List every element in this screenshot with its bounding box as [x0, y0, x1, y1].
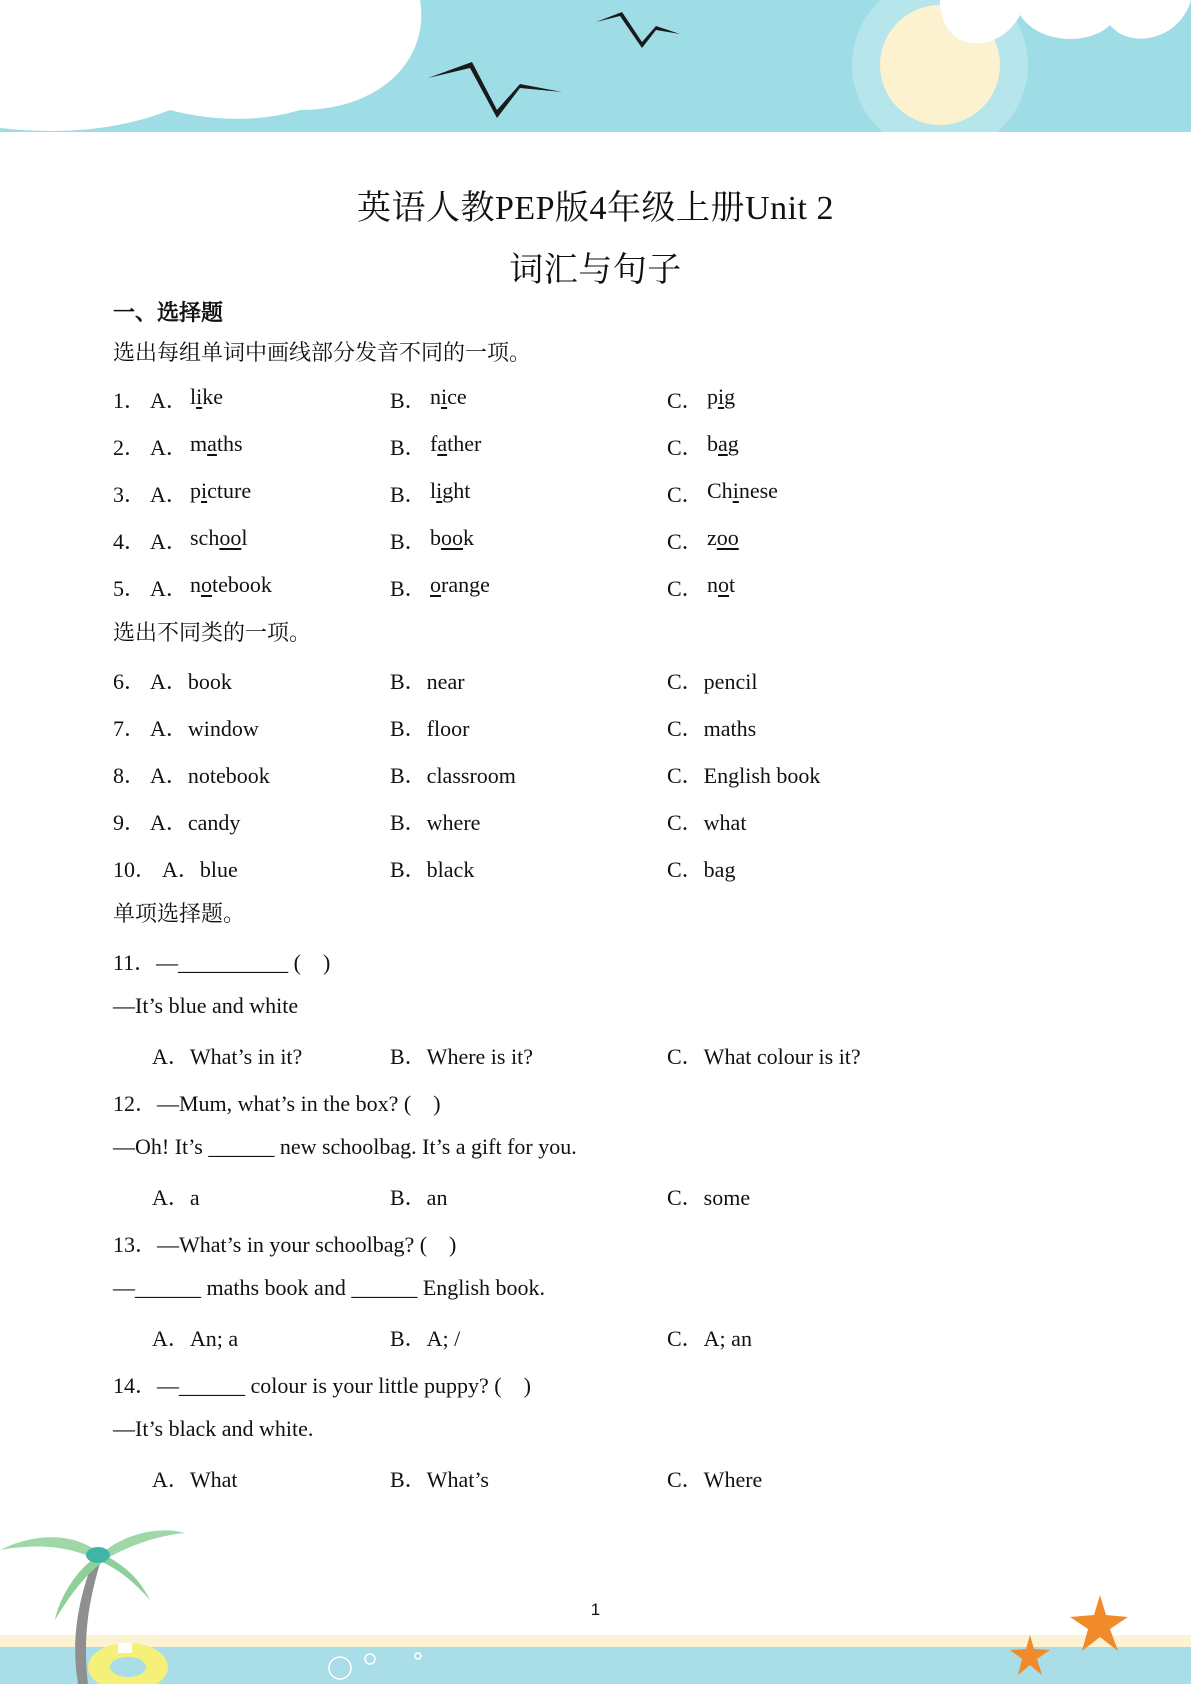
option-word: school: [190, 525, 248, 550]
question-12: 12．—Mum, what’s in the box? ( ): [113, 1091, 441, 1116]
question-row: 4． A． school B． book C． zoo: [113, 525, 739, 554]
option-word: notebook: [190, 572, 272, 597]
option-b: B．A; /: [390, 1326, 461, 1351]
option-a: A．What’s in it?: [152, 1044, 303, 1069]
page-title: 英语人教PEP版4年级上册Unit 2: [356, 190, 835, 227]
option-a: A．What: [152, 1467, 238, 1492]
question-13-options: [0, 1322, 1191, 1356]
option-word: maths: [190, 431, 243, 456]
option-word: picture: [190, 478, 252, 503]
option-word: father: [430, 431, 482, 456]
instruction-phonics: 选出每组单词中画线部分发音不同的一项。: [113, 341, 532, 366]
question-11: 11．—__________ ( ): [113, 950, 331, 975]
question-13: 13．—What’s in your schoolbag? ( ): [113, 1232, 457, 1257]
header-banner: [0, 0, 1191, 135]
cloud-right-icon: [940, 0, 1191, 43]
question-12-options: [0, 1181, 1191, 1215]
question-row: 5． A． notebook B． orange C． not: [113, 572, 736, 601]
option-word: bag: [707, 431, 739, 456]
question-14: 14．—______ colour is your little puppy? ( ): [113, 1373, 531, 1398]
option-word: like: [190, 384, 224, 409]
question-row: 7． A．window B．floor C．maths: [113, 716, 757, 741]
question-14-answer-line: —It’s black and white.: [113, 1416, 314, 1441]
option-b: B．Where is it?: [390, 1044, 533, 1069]
option-c: C．Where: [667, 1467, 763, 1492]
option-word: Chinese: [707, 478, 778, 503]
option-a: A．a: [152, 1185, 200, 1210]
question-14-options: [0, 1463, 1191, 1497]
instruction-single-choice: 单项选择题。: [113, 902, 246, 927]
option-word: nice: [430, 384, 467, 409]
question-row: 9． A．candy B．where C．what: [113, 810, 747, 835]
option-c: C．some: [667, 1185, 751, 1210]
question-12-answer-line: —Oh! It’s ______ new schoolbag. It’s a gift for you.: [113, 1134, 577, 1159]
option-c: C．What colour is it?: [667, 1044, 861, 1069]
question-row: 10． A．blue B．black C．bag: [113, 857, 736, 882]
question-row: 1． A． like B． nice C． pig: [113, 384, 736, 413]
question-row: 3． A． picture B． light C． Chinese: [113, 478, 778, 507]
question-row: 8． A．notebook B．classroom C．English book: [113, 763, 821, 788]
option-b: B．What’s: [390, 1467, 489, 1492]
option-word: not: [707, 572, 736, 597]
instruction-category: 选出不同类的一项。: [113, 621, 312, 646]
option-c: C．A; an: [667, 1326, 752, 1351]
option-a: A．An; a: [152, 1326, 239, 1351]
question-13-answer-line: —______ maths book and ______ English book.: [113, 1275, 546, 1300]
option-b: B．an: [390, 1185, 448, 1210]
page-subtitle: 词汇与句子: [509, 250, 682, 290]
option-word: orange: [430, 572, 490, 597]
option-word: pig: [707, 384, 736, 409]
option-word: light: [430, 478, 471, 503]
question-11-options: [0, 1040, 1191, 1074]
section-heading: 一、选择题: [113, 301, 224, 326]
page-number: 1: [590, 1600, 601, 1619]
question-11-answer-line: —It’s blue and white: [113, 993, 299, 1018]
question-row: 6． A．book B．near C．pencil: [113, 669, 758, 694]
option-word: book: [430, 525, 474, 550]
question-row: 2． A． maths B． father C． bag: [113, 431, 739, 460]
option-word: zoo: [707, 525, 739, 550]
